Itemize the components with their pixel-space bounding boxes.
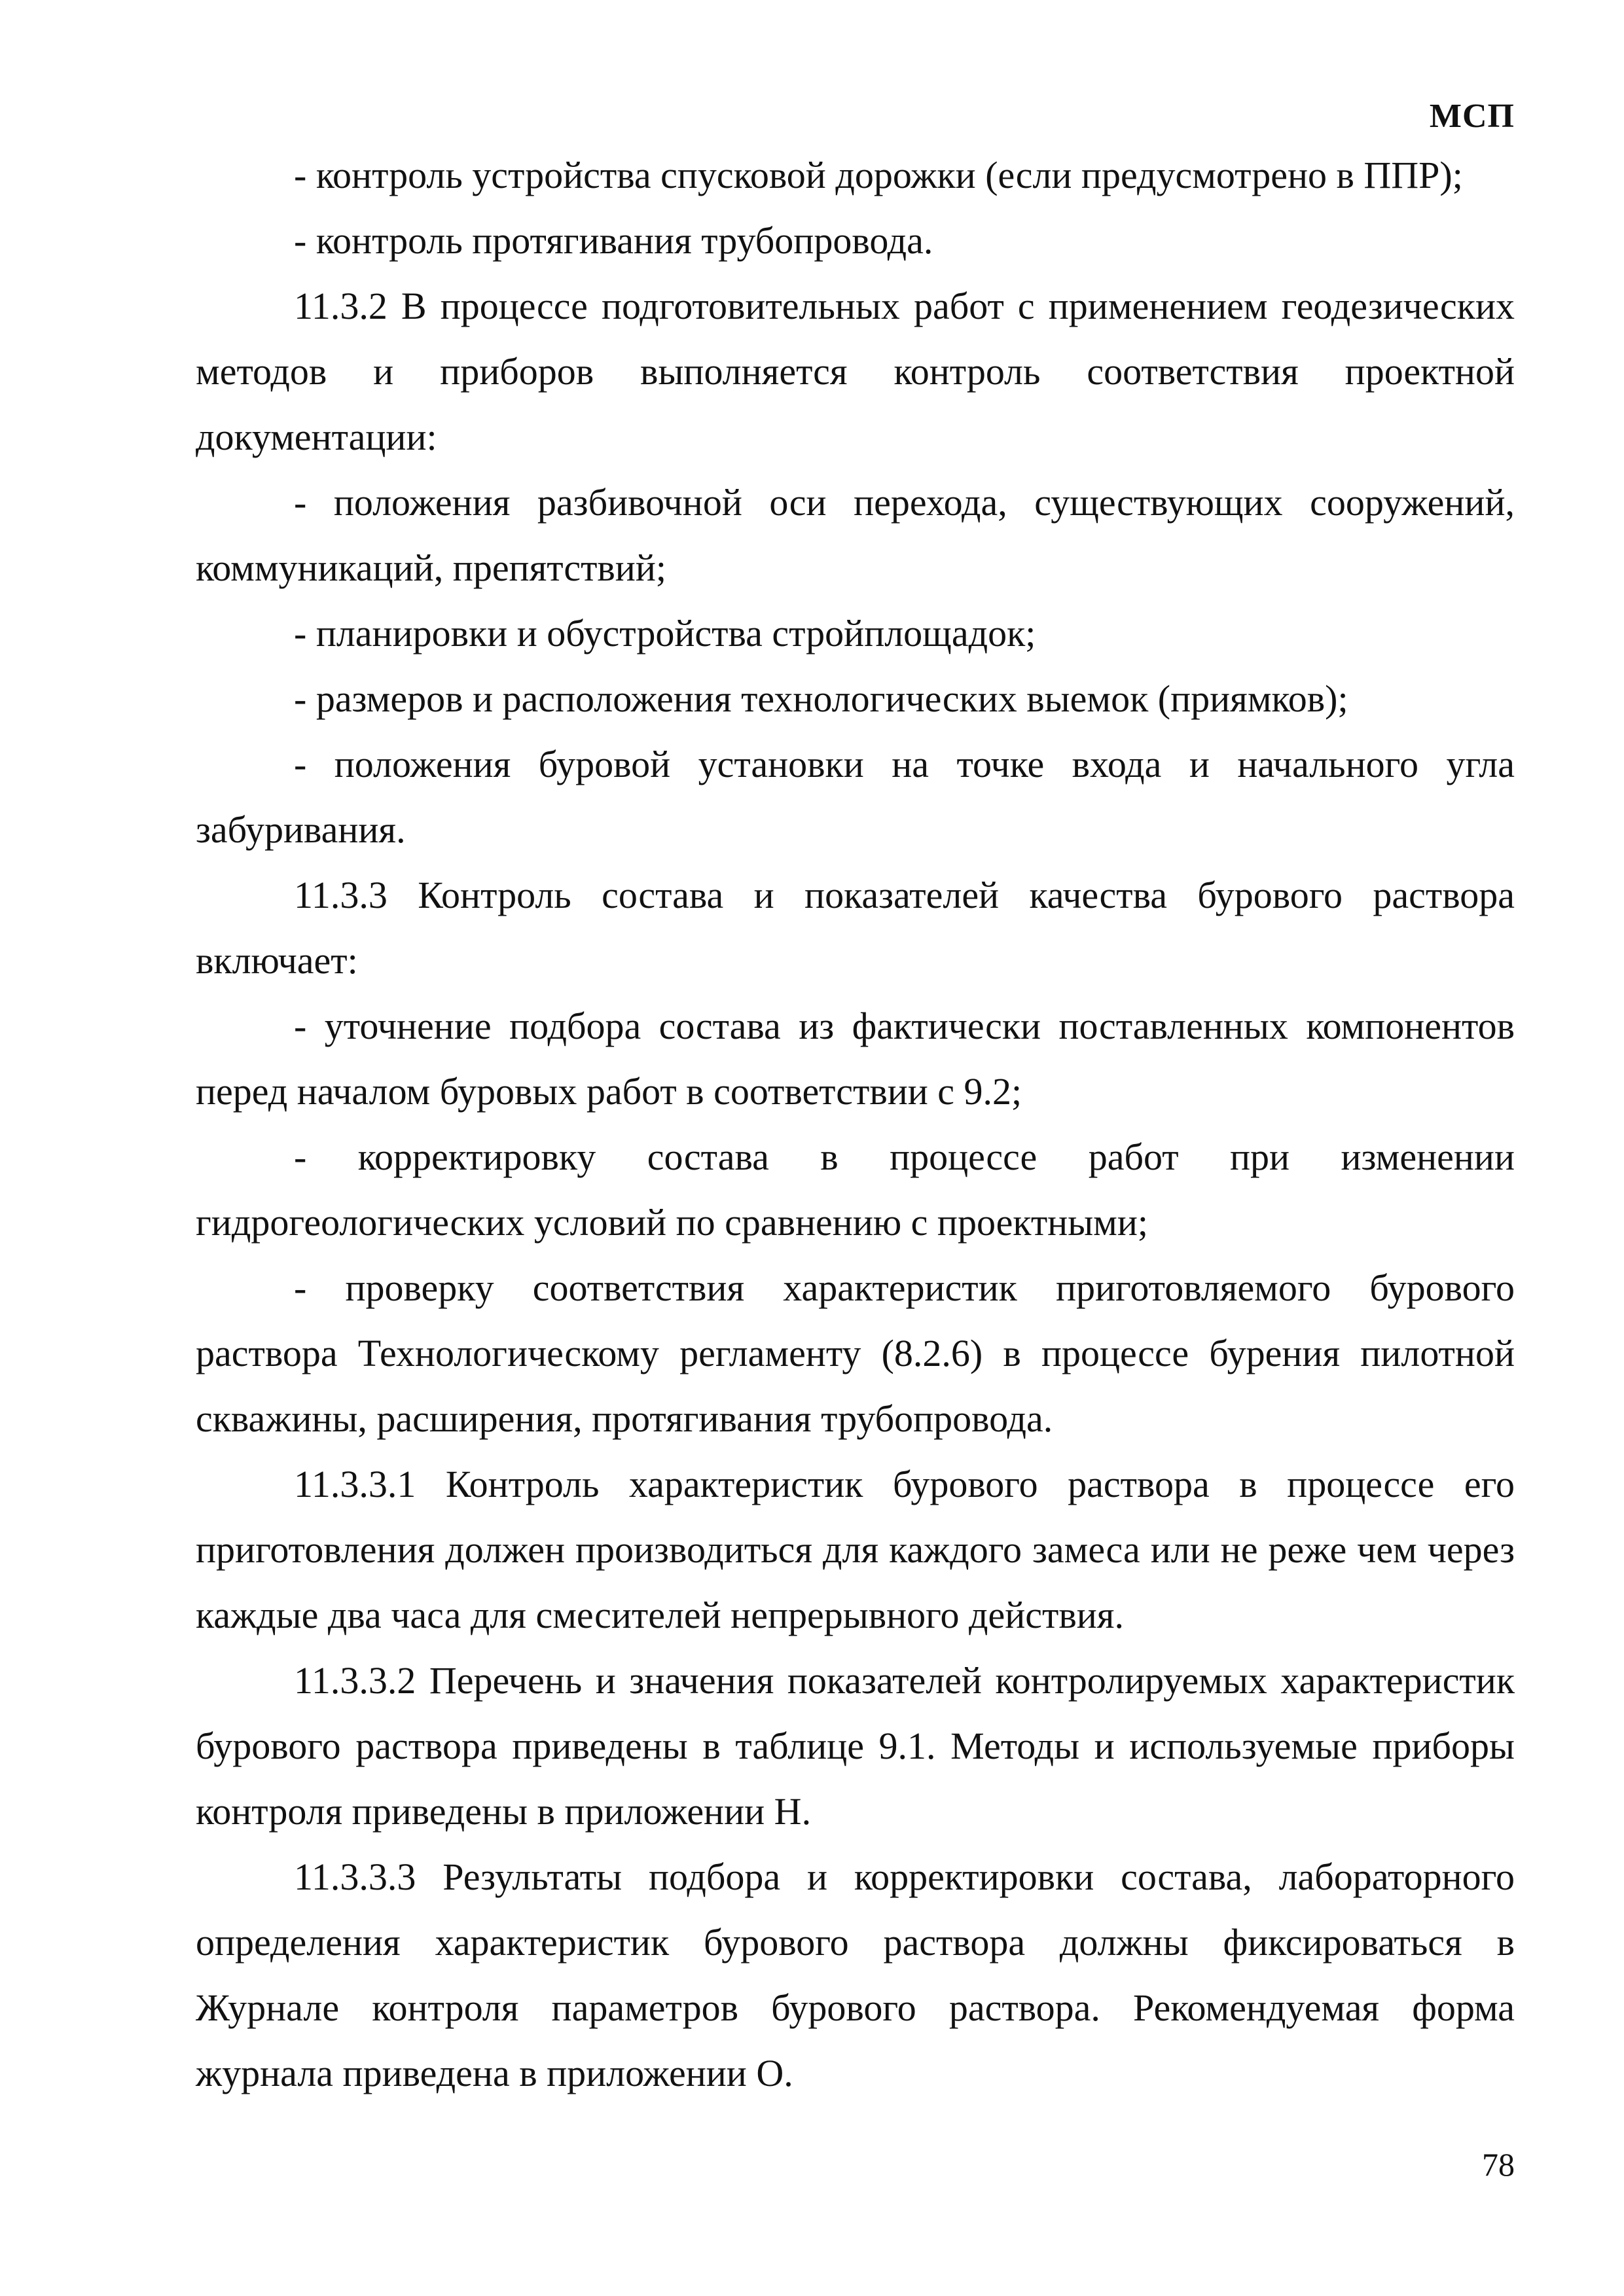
paragraph-launch-track-control: - контроль устройства спусковой дорожки (если предусмотрено в ППР); — [294, 154, 1463, 196]
page-number: 78 — [1482, 2146, 1515, 2183]
paragraph-11-3-3-2: 11.3.3.2 Перечень и значения показателей контролируемых характеристик бурового раствора приведены в таблице 9.1. Методы и используемые приборы контроля приведены в приложении Н. — [196, 1659, 1515, 1833]
paragraph-site-planning: - планировки и обустройства стройплощадок; — [294, 612, 1036, 655]
paragraph-11-3-2: 11.3.2 В процессе подготовительных работ с применением геодезических методов и приборов выполняется контроль соответствия проектной документации: — [196, 285, 1515, 458]
paragraph-axis-position: - положения разбивочной оси перехода, существующих сооружений, коммуникаций, препятствий; — [196, 481, 1515, 589]
paragraph-11-3-3: 11.3.3 Контроль состава и показателей качества бурового раствора включает: — [196, 874, 1515, 982]
paragraph-composition-correction: - корректировку состава в процессе работ при изменении гидрогеологических условий по сравнению с проектными; — [196, 1136, 1515, 1244]
paragraph-characteristics-check: - проверку соответствия характеристик приготовляемого бурового раствора Технологическому регламенту (8.2.6) в процессе бурения пилотной скважины, расширения, протягивания трубопровода. — [196, 1266, 1515, 1440]
document-code: МСП — [1429, 98, 1515, 135]
paragraph-pits-dimensions: - размеров и расположения технологических выемок (приямков); — [294, 677, 1348, 720]
paragraph-11-3-3-1: 11.3.3.1 Контроль характеристик бурового раствора в процессе его приготовления должен производиться для каждого замеса или не реже чем через каждые два часа для смесителей непрерывного действия. — [196, 1463, 1515, 1636]
paragraph-composition-refinement: - уточнение подбора состава из фактически поставленных компонентов перед началом буровых работ в соответствии с 9.2; — [196, 1005, 1515, 1113]
paragraph-pipeline-pulling-control: - контроль протягивания трубопровода. — [294, 219, 933, 262]
paragraph-drilling-rig-position: - положения буровой установки на точке входа и начального угла забуривания. — [196, 743, 1515, 851]
document-body — [196, 143, 1515, 2106]
paragraph-11-3-3-3: 11.3.3.3 Результаты подбора и корректировки состава, лабораторного определения характеристик бурового раствора должны фиксироваться в Журнале контроля параметров бурового раствора. Рекомендуемая форма журнала приведена в приложении О. — [196, 1856, 1515, 2094]
